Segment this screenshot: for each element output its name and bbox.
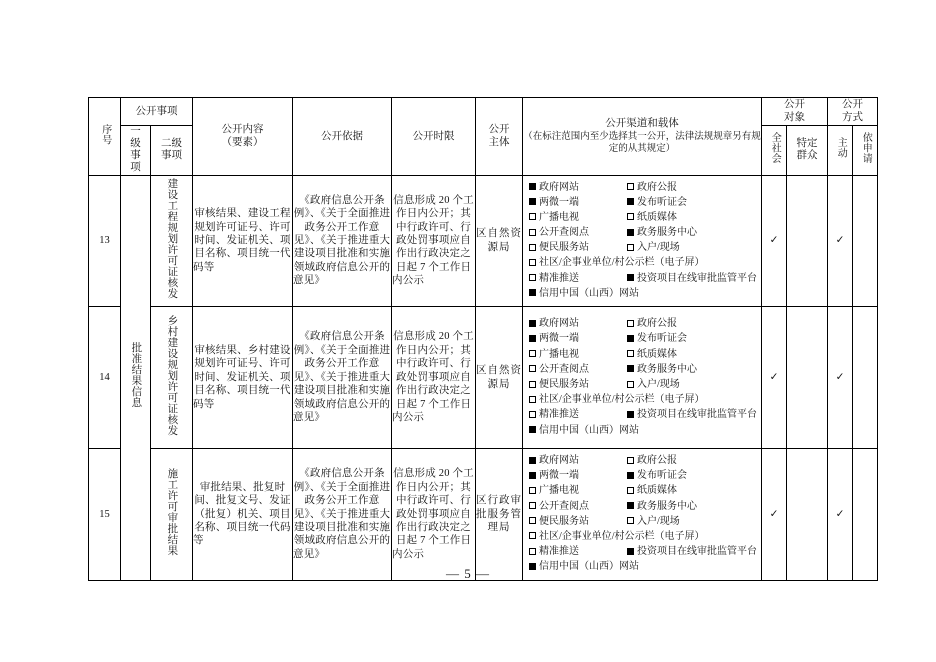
- checkbox-unchecked-icon[interactable]: [529, 365, 536, 372]
- channel-option[interactable]: [529, 225, 627, 240]
- channel-option-label: 信用中国（山西）网站: [539, 424, 639, 436]
- checkbox-unchecked-icon[interactable]: [529, 381, 536, 388]
- channel-option[interactable]: [627, 468, 755, 483]
- cell-basis: 《政府信息公开条例》、《关于全面推进政务公开工作意见》、《关于推进重大建设项目批准和实施领域政府信息公开的意见》: [293, 307, 392, 449]
- checkbox-checked-icon[interactable]: [529, 183, 536, 190]
- channel-option[interactable]: [627, 362, 755, 377]
- channel-option[interactable]: [529, 286, 639, 301]
- cell-seq: 14: [89, 307, 121, 449]
- checkbox-checked-icon[interactable]: [627, 229, 634, 236]
- checkbox-checked-icon[interactable]: [529, 198, 536, 205]
- cell-audience-all[interactable]: ✓: [762, 175, 787, 307]
- channel-option-label: 发布听证会: [637, 333, 687, 345]
- channel-option[interactable]: [529, 468, 627, 483]
- checkbox-checked-icon[interactable]: [627, 411, 634, 418]
- header-subject-line2: 主体: [488, 137, 510, 149]
- channel-option-label: 广播电视: [539, 485, 579, 497]
- cell-deadline: 信息形成 20 个工作日内公开；其中行政许可、行政处罚事项应自作出行政决定之日起 7 个工作日内公示: [392, 175, 476, 307]
- channel-option-label: 政府网站: [539, 318, 579, 330]
- channel-row: [529, 225, 755, 240]
- channel-option[interactable]: [529, 240, 627, 255]
- channel-option[interactable]: [627, 407, 757, 422]
- header-method-active: [828, 125, 853, 175]
- checkbox-checked-icon[interactable]: [627, 365, 634, 372]
- header-matter-level2: [151, 125, 193, 175]
- channel-option-label: 发布听证会: [637, 196, 687, 208]
- checkbox-unchecked-icon[interactable]: [627, 183, 634, 190]
- channel-checkbox-group[interactable]: [523, 449, 761, 580]
- checkbox-unchecked-icon[interactable]: [529, 396, 536, 403]
- channel-option[interactable]: [627, 271, 757, 286]
- checkbox-checked-icon[interactable]: [529, 289, 536, 296]
- channel-option[interactable]: [529, 377, 627, 392]
- channel-option[interactable]: [529, 195, 627, 210]
- channel-row: [529, 377, 755, 392]
- channel-option-label: 政务服务中心: [637, 363, 697, 375]
- checkbox-unchecked-icon[interactable]: [627, 213, 634, 220]
- channel-option[interactable]: [627, 240, 755, 255]
- checkbox-unchecked-icon[interactable]: [529, 548, 536, 555]
- cell-audience-specific[interactable]: [787, 307, 828, 449]
- channel-option[interactable]: [627, 210, 755, 225]
- channel-option-label: 精准推送: [539, 272, 579, 284]
- cell-method-active[interactable]: ✓: [828, 175, 853, 307]
- channel-option-label: 社区/企事业单位/村公示栏（电子屏）: [539, 530, 705, 542]
- table-row: [89, 307, 878, 449]
- channel-option-label: 公开查阅点: [539, 227, 589, 239]
- table-header: [89, 98, 878, 176]
- checkbox-unchecked-icon[interactable]: [529, 532, 536, 539]
- cell-content: 审批结果、批复时间、批复文号、发证（批复）机关、项目名称、项目统一代码等: [193, 449, 293, 581]
- cell-level2-matter-label: 建设工程规划许可证核发: [166, 178, 178, 300]
- cell-subject: 区自然资源局: [476, 307, 523, 449]
- channel-row: [529, 514, 755, 529]
- header-audience-group: [762, 98, 828, 126]
- checkbox-checked-icon[interactable]: [627, 548, 634, 555]
- checkbox-checked-icon[interactable]: [529, 335, 536, 342]
- checkbox-checked-icon[interactable]: [529, 320, 536, 327]
- channel-option-label: 入户/现场: [637, 242, 680, 254]
- channel-option-label: 政府公报: [637, 455, 677, 466]
- checkbox-unchecked-icon[interactable]: [529, 350, 536, 357]
- channel-row: [529, 392, 755, 407]
- channel-checkbox-group[interactable]: [523, 176, 761, 307]
- cell-method-active[interactable]: ✓: [828, 307, 853, 449]
- cell-audience-all[interactable]: ✓: [762, 449, 787, 581]
- channel-option-label: 入户/现场: [637, 379, 680, 390]
- channel-option[interactable]: [529, 180, 627, 195]
- channel-option[interactable]: [529, 483, 627, 498]
- cell-channels: [523, 307, 762, 449]
- header-audience-all: [762, 125, 787, 175]
- channel-option-label: 政府网站: [539, 181, 579, 193]
- channel-option[interactable]: [529, 347, 627, 362]
- channel-option-label: 社区/企事业单位/村公示栏（电子屏）: [539, 394, 705, 406]
- channel-row: [529, 255, 755, 270]
- header-content-line1: 公开内容: [221, 123, 264, 135]
- cell-level2-matter: [151, 175, 193, 307]
- checkbox-unchecked-icon[interactable]: [627, 517, 634, 524]
- page-number: — 5 —: [446, 566, 490, 581]
- checkbox-unchecked-icon[interactable]: [627, 244, 634, 251]
- channel-option-label: 政府公报: [637, 181, 677, 193]
- header-matter-level1: [121, 125, 151, 175]
- channel-row: [529, 362, 755, 377]
- channel-option[interactable]: [529, 316, 627, 331]
- channel-row: [529, 529, 755, 544]
- channel-option-label: 投资项目在线审批监管平台: [637, 409, 757, 421]
- checkbox-unchecked-icon[interactable]: [529, 411, 536, 418]
- table-row: [89, 175, 878, 307]
- channel-option-label: 便民服务站: [539, 515, 589, 527]
- checkbox-checked-icon[interactable]: [627, 502, 634, 509]
- channel-row: [529, 453, 755, 468]
- cell-level2-matter-label: 乡村建设规划许可证核发: [166, 314, 178, 436]
- cell-method-request[interactable]: [853, 175, 878, 307]
- channel-option[interactable]: [627, 225, 755, 240]
- header-deadline: 公开时限: [392, 98, 476, 176]
- channel-option-label: 政务服务中心: [637, 227, 697, 239]
- header-subject: [476, 98, 523, 176]
- checkbox-unchecked-icon[interactable]: [529, 244, 536, 251]
- channel-option[interactable]: [627, 316, 755, 331]
- channel-option-label: 公开查阅点: [539, 500, 589, 512]
- channel-option-label: 两微一端: [539, 333, 579, 345]
- channel-option-label: 纸质媒体: [637, 485, 677, 497]
- channel-option[interactable]: [529, 255, 705, 270]
- channel-option-label: 政府公报: [637, 318, 677, 330]
- header-channel-note: （在标注范围内至少选择其一公开，法律法规规章另有规定的从其规定）: [523, 131, 761, 154]
- channel-option-label: 精准推送: [539, 409, 579, 421]
- channel-row: [529, 286, 755, 301]
- cell-seq: 15: [89, 449, 121, 581]
- channel-row: [529, 423, 755, 438]
- channel-option-label: 两微一端: [539, 470, 579, 482]
- channel-checkbox-group[interactable]: [523, 312, 761, 443]
- channel-row: [529, 347, 755, 362]
- channel-option[interactable]: [627, 195, 755, 210]
- channel-option[interactable]: [529, 392, 705, 407]
- disclosure-table-container: [88, 97, 872, 581]
- header-method-request: [853, 125, 878, 175]
- cell-level2-matter-label: 施工许可审批结果: [166, 468, 178, 557]
- channel-option-label: 社区/企事业单位/村公示栏（电子屏）: [539, 257, 705, 269]
- checkbox-checked-icon[interactable]: [627, 198, 634, 205]
- checkbox-checked-icon[interactable]: [627, 472, 634, 479]
- checkbox-checked-icon[interactable]: [529, 472, 536, 479]
- cell-level1-matter-label: 批准结果信息: [130, 342, 142, 409]
- channel-option-label: 公开查阅点: [539, 363, 589, 375]
- header-audience-all-label: 全社会: [769, 132, 781, 164]
- checkbox-unchecked-icon[interactable]: [529, 517, 536, 524]
- header-audience-specific-label: 特定群众: [796, 137, 818, 161]
- channel-option-label: 发布听证会: [637, 470, 687, 482]
- header-channel-title: 公开渠道和载体: [605, 118, 679, 130]
- cell-seq: 13: [89, 175, 121, 307]
- header-audience-line1: 公开: [784, 99, 805, 110]
- channel-row: [529, 483, 755, 498]
- channel-option[interactable]: [627, 347, 755, 362]
- header-audience-line2: 对象: [784, 112, 805, 124]
- channel-option[interactable]: [529, 453, 627, 468]
- header-channel: [523, 98, 762, 176]
- channel-option-label: 入户/现场: [637, 515, 680, 527]
- channel-option-label: 广播电视: [539, 348, 579, 360]
- cell-method-request[interactable]: [853, 307, 878, 449]
- channel-row: [529, 180, 755, 195]
- checkbox-unchecked-icon[interactable]: [529, 487, 536, 494]
- channel-option-label: 信用中国（山西）网站: [539, 287, 639, 299]
- channel-option[interactable]: [529, 529, 705, 544]
- channel-option[interactable]: [529, 331, 627, 346]
- checkbox-checked-icon[interactable]: [529, 457, 536, 464]
- cell-audience-specific[interactable]: [787, 449, 828, 581]
- channel-option[interactable]: [529, 210, 627, 225]
- channel-row: [529, 544, 755, 559]
- channel-row: [529, 499, 755, 514]
- cell-audience-specific[interactable]: [787, 175, 828, 307]
- cell-deadline: 信息形成 20 个工作日内公开；其中行政许可、行政处罚事项应自作出行政决定之日起 7 个工作日内公示: [392, 449, 476, 581]
- channel-option-label: 便民服务站: [539, 379, 589, 390]
- header-content-line2: （要素）: [221, 137, 264, 149]
- channel-row: [529, 210, 755, 225]
- checkbox-unchecked-icon[interactable]: [627, 320, 634, 327]
- header-subject-line1: 公开: [488, 123, 510, 135]
- header-matter-group: 公开事项: [121, 98, 193, 126]
- disclosure-table: [88, 97, 878, 581]
- header-seq: [89, 98, 121, 176]
- checkbox-unchecked-icon[interactable]: [529, 502, 536, 509]
- channel-row: [529, 316, 755, 331]
- channel-option-label: 便民服务站: [539, 242, 589, 254]
- cell-method-request[interactable]: [853, 449, 878, 581]
- channel-option-label: 投资项目在线审批监管平台: [637, 272, 757, 284]
- cell-content: 审核结果、建设工程规划许可证号、许可时间、发证机关、项目名称、项目统一代码等: [193, 175, 293, 307]
- cell-subject: 区自然资源局: [476, 175, 523, 307]
- header-method-request-label: 依申请: [860, 132, 872, 164]
- header-content: [193, 98, 293, 176]
- channel-option-label: 政务服务中心: [637, 500, 697, 512]
- header-audience-specific: [787, 125, 828, 175]
- cell-level2-matter: [151, 449, 193, 581]
- checkbox-unchecked-icon[interactable]: [529, 229, 536, 236]
- cell-deadline: 信息形成 20 个工作日内公开；其中行政许可、行政处罚事项应自作出行政决定之日起 7 个工作日内公示: [392, 307, 476, 449]
- header-method-line1: 公开: [842, 99, 863, 110]
- channel-option[interactable]: [627, 544, 757, 559]
- checkbox-unchecked-icon[interactable]: [627, 487, 634, 494]
- channel-option[interactable]: [627, 180, 755, 195]
- channel-option[interactable]: [627, 514, 755, 529]
- channel-option[interactable]: [529, 423, 639, 438]
- channel-row: [529, 195, 755, 210]
- channel-option[interactable]: [627, 483, 755, 498]
- channel-option-label: 信用中国（山西）网站: [539, 561, 639, 573]
- cell-audience-all[interactable]: ✓: [762, 307, 787, 449]
- table-row: [89, 449, 878, 581]
- cell-method-active[interactable]: ✓: [828, 449, 853, 581]
- header-matter-level2-label: 二级事项: [161, 137, 182, 161]
- cell-level2-matter: [151, 307, 193, 449]
- channel-row: [529, 468, 755, 483]
- header-basis: 公开依据: [293, 98, 392, 176]
- channel-option[interactable]: [627, 331, 755, 346]
- channel-option[interactable]: [529, 514, 627, 529]
- channel-option-label: 纸质媒体: [637, 211, 677, 223]
- checkbox-unchecked-icon[interactable]: [529, 213, 536, 220]
- channel-option-label: 投资项目在线审批监管平台: [637, 546, 757, 558]
- checkbox-checked-icon[interactable]: [627, 274, 634, 281]
- header-method-active-label: 主动: [835, 137, 847, 159]
- channel-row: [529, 271, 755, 286]
- channel-option[interactable]: [529, 407, 627, 422]
- cell-channels: [523, 175, 762, 307]
- cell-subject: 区行政审批服务管理局: [476, 449, 523, 581]
- checkbox-checked-icon[interactable]: [627, 335, 634, 342]
- checkbox-unchecked-icon[interactable]: [529, 259, 536, 266]
- checkbox-unchecked-icon[interactable]: [627, 350, 634, 357]
- channel-row: [529, 331, 755, 346]
- cell-level1-matter: [121, 175, 151, 580]
- channel-option-label: 政府网站: [539, 455, 579, 466]
- cell-content: 审核结果、乡村建设规划许可证号、许可时间、发证机关、项目名称、项目统一代码等: [193, 307, 293, 449]
- checkbox-unchecked-icon[interactable]: [529, 274, 536, 281]
- cell-channels: [523, 449, 762, 581]
- cell-basis: 《政府信息公开条例》、《关于全面推进政务公开工作意见》、《关于推进重大建设项目批准和实施领域政府信息公开的意见》: [293, 175, 392, 307]
- header-seq-label: 序号: [99, 123, 111, 145]
- channel-option[interactable]: [627, 377, 755, 392]
- channel-row: [529, 240, 755, 255]
- channel-row: [529, 407, 755, 422]
- channel-option[interactable]: [627, 499, 755, 514]
- channel-option[interactable]: [529, 544, 627, 559]
- channel-option-label: 纸质媒体: [637, 348, 677, 360]
- header-row-1: [89, 98, 878, 126]
- channel-option[interactable]: [529, 271, 627, 286]
- channel-option-label: 精准推送: [539, 546, 579, 558]
- channel-option[interactable]: [627, 453, 755, 468]
- cell-basis: 《政府信息公开条例》、《关于全面推进政务公开工作意见》、《关于推进重大建设项目批准和实施领域政府信息公开的意见》: [293, 449, 392, 581]
- channel-option-label: 广播电视: [539, 211, 579, 223]
- checkbox-checked-icon[interactable]: [529, 426, 536, 433]
- checkbox-unchecked-icon[interactable]: [627, 381, 634, 388]
- channel-option[interactable]: [529, 362, 627, 377]
- channel-option-label: 两微一端: [539, 196, 579, 208]
- header-method-line2: 方式: [842, 112, 863, 124]
- header-method-group: [828, 98, 878, 126]
- checkbox-unchecked-icon[interactable]: [627, 457, 634, 464]
- header-matter-level1-label: 一级事项: [130, 125, 141, 174]
- channel-option[interactable]: [529, 499, 627, 514]
- table-body: [89, 175, 878, 580]
